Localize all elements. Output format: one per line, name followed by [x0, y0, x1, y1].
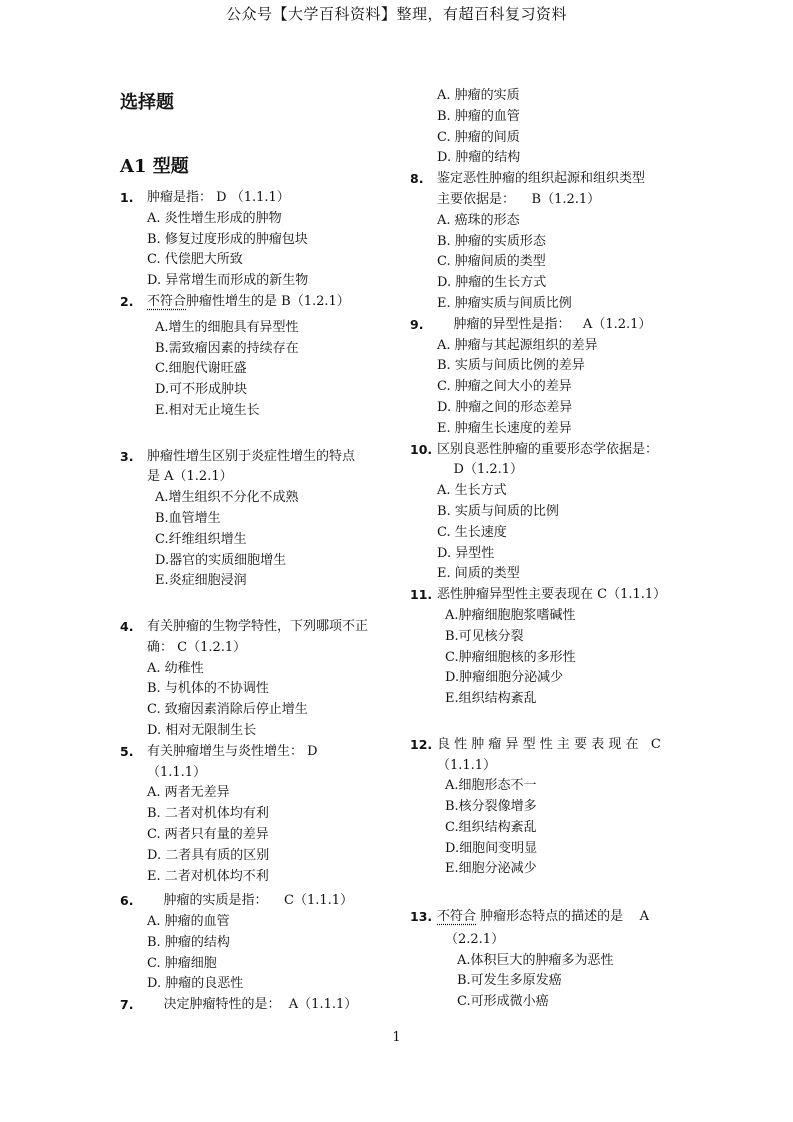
option: A. 炎性增生形成的肿物 [147, 210, 282, 226]
option: E. 肿瘤实质与间质比例 [437, 295, 572, 311]
question-stem: 恶性肿瘤异型性主要表现在 C（1.1.1） [437, 587, 667, 603]
option: E. 肿瘤生长速度的差异 [437, 420, 572, 436]
question-stem: 肿瘤的实质是指： C（1.1.1） [147, 893, 354, 909]
question-stem: 区别良恶性肿瘤的重要形态学依据是： [437, 441, 659, 457]
option: B. 肿瘤的血管 [437, 108, 520, 124]
option: A. 两者无差异 [147, 785, 230, 801]
left-column [120, 188, 388, 1016]
option: E.炎症细胞浸润 [155, 573, 247, 589]
option: D. 肿瘤的生长方式 [437, 275, 547, 291]
option: C. 生长速度 [437, 524, 507, 540]
option: D. 相对无限制生长 [147, 722, 257, 738]
option: E.组织结构紊乱 [445, 691, 537, 707]
question-number: 5. [120, 743, 134, 759]
question-stem: 肿瘤是指： D （1.1.1） [147, 190, 290, 205]
question-7 [120, 995, 388, 1016]
question-stem: 肿瘤的异型性是指： A（1.2.1） [437, 316, 652, 332]
question-stem-cont: （1.1.1） [147, 764, 207, 780]
question-stem: 不符合肿瘤性增生的是 B（1.2.1） [147, 293, 350, 309]
option: C.细胞代谢旺盛 [155, 361, 247, 377]
question-stem: 良 性 肿 瘤 异 型 性 主 要 表 现 在 C [437, 736, 661, 752]
option: B.血管增生 [155, 510, 221, 526]
option: C. 肿瘤之间大小的差异 [437, 379, 572, 395]
option: D.器官的实质细胞增生 [155, 552, 287, 568]
option: C. 肿瘤细胞 [147, 955, 217, 971]
question-number: 3. [120, 448, 134, 464]
question-number: 9. [410, 316, 424, 332]
page-number: 1 [392, 1030, 401, 1045]
question-number: 1. [120, 190, 134, 205]
question-number: 8. [410, 171, 424, 187]
option: B. 与机体的不协调性 [147, 681, 269, 697]
question-5 [120, 742, 388, 763]
option: A. 肿瘤的实质 [437, 88, 520, 103]
option: B.可见核分裂 [445, 628, 524, 644]
question-number: 2. [120, 293, 134, 309]
question-number: 6. [120, 893, 134, 909]
option: A.体积巨大的肿瘤多为恶性 [457, 952, 614, 968]
option: A.增生组织不分化不成熟 [155, 490, 299, 506]
question-stem-cont: 主要依据是： B（1.2.1） [437, 191, 601, 207]
option: B. 肿瘤的实质形态 [437, 233, 546, 249]
option: C. 两者只有量的差异 [147, 826, 269, 842]
question-9 [410, 315, 678, 336]
option: B. 二者对机体均有利 [147, 806, 269, 822]
option: D.肿瘤细胞分泌减少 [445, 670, 564, 686]
option: A. 肿瘤与其起源组织的差异 [437, 337, 598, 353]
option: D. 异常增生而形成的新生物 [147, 273, 309, 289]
option: D. 二者具有质的区别 [147, 847, 270, 863]
emphasis-mark: 不符合 [147, 293, 187, 309]
option: B.需致瘤因素的持续存在 [155, 340, 299, 356]
question-stem: 决定肿瘤特性的是： A（1.1.1） [147, 997, 358, 1013]
question-stem: 有关肿瘤的生物学特性，下列哪项不正 [147, 618, 369, 634]
question-stem: 有关肿瘤增生与炎性增生： D [147, 743, 318, 759]
option: B. 实质与间质的比例 [437, 503, 559, 519]
option: B.可发生多原发癌 [457, 973, 562, 989]
option: E.相对无止境生长 [155, 402, 260, 418]
question-3 [120, 447, 388, 468]
question-number: 10. [410, 441, 433, 457]
option: E.细胞分泌减少 [445, 861, 537, 877]
question-1 [120, 188, 388, 209]
option: C.肿瘤细胞核的多形性 [445, 649, 576, 665]
question-number: 11. [410, 587, 433, 603]
question-stem-cont: （2.2.1） [445, 931, 505, 947]
right-column [410, 86, 678, 1013]
question-6 [120, 891, 388, 912]
option: D.可不形成肿块 [155, 382, 248, 398]
option: A. 癌珠的形态 [437, 212, 520, 228]
question-stem-cont: D（1.2.1） [437, 462, 524, 478]
option: D.细胞间变明显 [445, 840, 538, 856]
question-stem-cont: 确： C（1.2.1） [147, 639, 247, 655]
option: D. 肿瘤的良恶性 [147, 976, 244, 992]
question-stem-cont: （1.1.1） [437, 757, 497, 773]
question-11 [410, 585, 678, 606]
question-stem-cont: 是 A（1.2.1） [147, 469, 233, 485]
emphasis-mark: 不符合 [437, 909, 477, 925]
option: A. 肿瘤的血管 [147, 914, 230, 930]
option: D. 异型性 [437, 545, 495, 561]
option: B. 肿瘤的结构 [147, 934, 230, 950]
option: C. 代偿肥大所致 [147, 252, 243, 268]
option: A. 生长方式 [437, 483, 507, 499]
question-stem: 不符合 肿瘤形态特点的描述的是 A [437, 909, 650, 925]
option: A.增生的细胞具有异型性 [155, 319, 299, 335]
question-number: 12. [410, 736, 433, 752]
option: C.纤维组织增生 [155, 531, 247, 547]
question-13 [410, 907, 678, 928]
option: A.细胞形态不一 [445, 778, 537, 794]
question-number: 4. [120, 618, 134, 634]
question-stem: 鉴定恶性肿瘤的组织起源和组织类型 [437, 171, 646, 187]
question-12 [410, 735, 678, 756]
question-4 [120, 617, 388, 638]
option: C. 致瘤因素消除后停止增生 [147, 702, 308, 718]
option: A.肿瘤细胞胞浆嗜碱性 [445, 607, 576, 623]
option: E. 间质的类型 [437, 566, 520, 582]
option: E. 二者对机体均不利 [147, 868, 269, 884]
option: C.可形成微小癌 [457, 994, 549, 1010]
question-2 [120, 292, 388, 313]
subsection-title: A1 型题 [120, 156, 189, 177]
page-header: 公众号【大学百科资料】整理，有超百科复习资料 [225, 5, 567, 23]
option: C.组织结构紊乱 [445, 819, 537, 835]
question-8 [410, 169, 678, 190]
question-number: 13. [410, 909, 433, 925]
option: B.核分裂像增多 [445, 799, 537, 815]
option: A. 幼稚性 [147, 660, 204, 676]
section-title: 选择题 [120, 92, 174, 113]
question-stem: 肿瘤性增生区别于炎症性增生的特点 [147, 448, 356, 464]
option: B. 实质与间质比例的差异 [437, 358, 585, 374]
question-10 [410, 440, 678, 461]
option: C. 肿瘤间质的类型 [437, 254, 546, 270]
option: D. 肿瘤之间的形态差异 [437, 399, 573, 415]
question-number: 7. [120, 997, 134, 1013]
option: D. 肿瘤的结构 [437, 150, 521, 166]
option: C. 肿瘤的间质 [437, 129, 520, 145]
option: B. 修复过度形成的肿瘤包块 [147, 231, 308, 247]
